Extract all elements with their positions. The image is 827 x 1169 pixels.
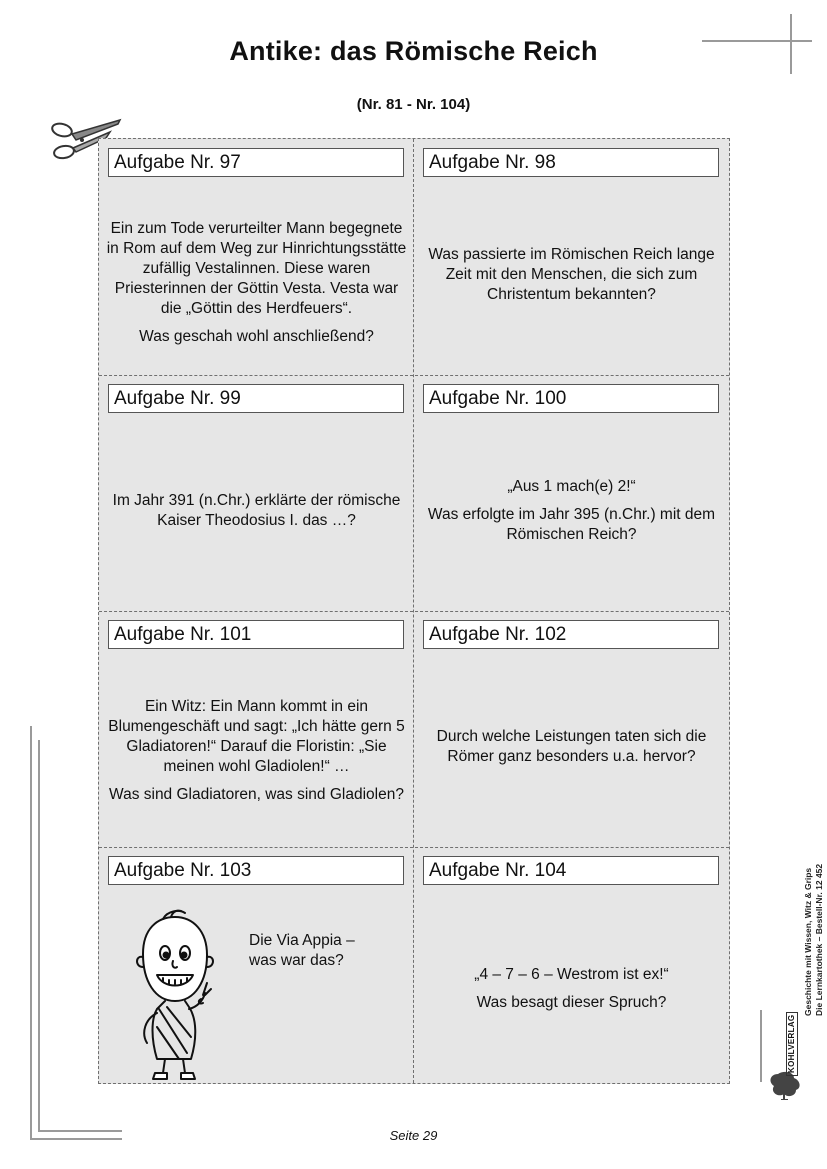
card-heading: Aufgabe Nr. 104 bbox=[423, 856, 719, 885]
page-subtitle: (Nr. 81 - Nr. 104) bbox=[356, 96, 471, 113]
card-body bbox=[105, 417, 408, 605]
card-quote: „4 – 7 – 6 – Westrom ist ex!“ bbox=[474, 966, 669, 983]
card-body bbox=[420, 901, 723, 1077]
card-heading: Aufgabe Nr. 100 bbox=[423, 384, 719, 413]
card-quote: „Aus 1 mach(e) 2!“ bbox=[507, 478, 636, 495]
card-heading: Aufgabe Nr. 98 bbox=[423, 148, 719, 177]
card-joke: Ein Witz: Ein Mann kommt in ein Blumengeschäft und sagt: „Ich hätte gern 5 Gladiatoren!“ Darauf die Floristin: „Sie meinen wohl Gladiolen!“ … bbox=[108, 698, 405, 775]
book-info bbox=[803, 864, 825, 1016]
card-question: Was besagt dieser Spruch? bbox=[476, 994, 667, 1011]
page-title: Antike: das Römische Reich bbox=[229, 36, 598, 66]
card-question: Im Jahr 391 (n.Chr.) erklärte der römische Kaiser Theodosius I. das …? bbox=[112, 492, 401, 529]
task-card-100 bbox=[414, 375, 729, 611]
frame-line-right-bottom bbox=[760, 1010, 762, 1082]
publisher-name: KOHLVERLAG bbox=[786, 1012, 798, 1076]
task-card-97 bbox=[99, 139, 414, 375]
task-card-104 bbox=[414, 847, 729, 1083]
card-question: Die Via Appia – was war das? bbox=[249, 932, 355, 969]
task-card-102 bbox=[414, 611, 729, 847]
card-heading: Aufgabe Nr. 103 bbox=[108, 856, 404, 885]
card-body bbox=[105, 661, 408, 841]
card-heading: Aufgabe Nr. 102 bbox=[423, 620, 719, 649]
card-question: Durch welche Leistungen taten sich die Römer ganz besonders u.a. hervor? bbox=[436, 728, 707, 765]
task-card-101 bbox=[99, 611, 414, 847]
card-body bbox=[105, 197, 408, 369]
book-order-number: Die Lernkartothek – Bestell-Nr. 12 452 bbox=[814, 863, 824, 1016]
card-heading: Aufgabe Nr. 101 bbox=[108, 620, 404, 649]
card-body bbox=[420, 653, 723, 841]
frame-line-left-outer bbox=[30, 726, 32, 1140]
page-number: Seite 29 bbox=[389, 1128, 438, 1143]
card-text: Ein zum Tode verurteilter Mann begegnete in Rom auf dem Weg zur Hinrichtungsstätte zufällig Vestalinnen. Diese waren Priesterinnen der Göttin Vesta. Vesta war die „Göttin des Herdfeuers“. bbox=[106, 220, 407, 317]
roman-boy-illustration bbox=[127, 909, 222, 1084]
frame-line-left-inner bbox=[38, 740, 40, 1132]
card-body bbox=[420, 181, 723, 369]
card-question: Was erfolgte im Jahr 395 (n.Chr.) mit dem Römischen Reich? bbox=[427, 506, 716, 543]
card-body bbox=[420, 417, 723, 605]
book-title: Geschichte mit Wissen, Witz & Grips bbox=[803, 867, 813, 1016]
card-question: Was passierte im Römischen Reich lange Zeit mit den Menschen, die sich zum Christentum bekannten? bbox=[428, 246, 715, 303]
card-question: Was sind Gladiatoren, was sind Gladiolen? bbox=[109, 786, 404, 803]
card-heading: Aufgabe Nr. 97 bbox=[108, 148, 404, 177]
task-card-grid bbox=[98, 138, 730, 1084]
task-card-103 bbox=[99, 847, 414, 1083]
card-question: Was geschah wohl anschließend? bbox=[139, 328, 374, 345]
card-heading: Aufgabe Nr. 99 bbox=[108, 384, 404, 413]
task-card-99 bbox=[99, 375, 414, 611]
task-card-98 bbox=[414, 139, 729, 375]
